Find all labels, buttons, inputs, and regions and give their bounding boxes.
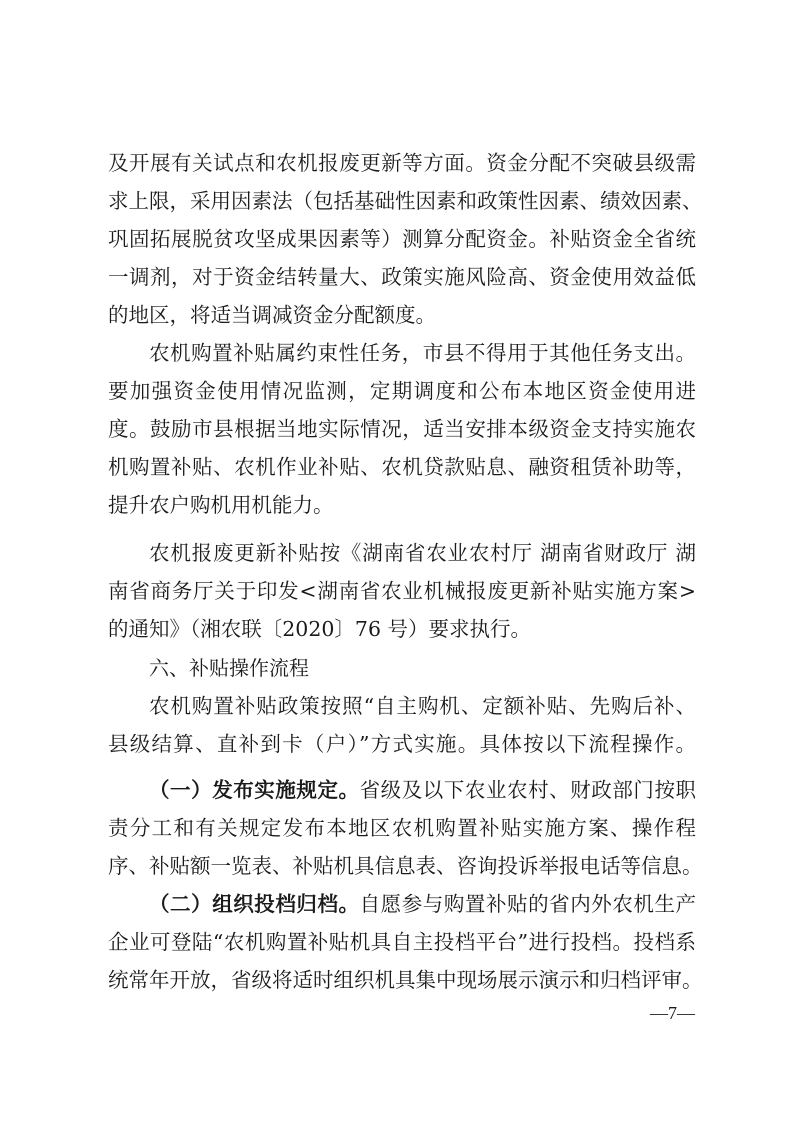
- text-line: 责分工和有关规定发布本地区农机购置补贴实施方案、操作程: [108, 816, 696, 840]
- text-line: 企业可登陆“农机购置补贴机具自主投档平台”进行投档。投档系: [108, 930, 696, 954]
- paragraph-first-line: 农机购置补贴政策按照“自主购机、定额补贴、先购后补、: [149, 694, 696, 718]
- subsection-text: 省级及以下农业农村、财政部门按职: [359, 778, 697, 802]
- subsection-line: [149, 777, 696, 803]
- text-line: 及开展有关试点和农机报废更新等方面。资金分配不突破县级需: [108, 151, 696, 175]
- subsection-marker: （二）: [149, 892, 213, 916]
- text-line: 提升农户购机用机能力。: [108, 493, 334, 517]
- text-line: 巩固拓展脱贫攻坚成果因素等）测算分配资金。补贴资金全省统: [108, 227, 696, 251]
- subsection-title: 组织投档归档。: [212, 892, 360, 916]
- text-line: 统常年开放，省级将适时组织机具集中现场展示演示和归档评审。: [108, 968, 703, 992]
- text-line: 南省商务厅关于印发<湖南省农业机械报废更新补贴实施方案>: [108, 579, 696, 603]
- paragraph-first-line: 农机报废更新补贴按《湖南省农业农村厅 湖南省财政厅 湖: [149, 541, 696, 565]
- subsection-marker: （一）: [149, 778, 213, 802]
- text-line: 的地区，将适当调减资金分配额度。: [108, 303, 436, 327]
- subsection-title: 发布实施规定。: [212, 778, 360, 802]
- text-line: 机购置补贴、农机作业补贴、农机贷款贴息、融资租赁补助等，: [108, 455, 696, 479]
- text-line: 度。鼓励市县根据当地实际情况，适当安排本级资金支持实施农: [108, 417, 696, 441]
- text-line: 求上限，采用因素法（包括基础性因素和政策性因素、绩效因素、: [108, 189, 703, 213]
- text-line: 的通知》（湘农联〔2020〕76 号）要求执行。: [108, 617, 532, 641]
- section-heading: 六、补贴操作流程: [149, 656, 309, 680]
- text-line: 县级结算、直补到卡（户）”方式实施。具体按以下流程操作。: [108, 732, 696, 756]
- text-line: 要加强资金使用情况监测，定期调度和公布本地区资金使用进: [108, 379, 696, 403]
- subsection-text: 自愿参与购置补贴的省内外农机生产: [359, 892, 697, 916]
- subsection-line: [149, 891, 696, 917]
- paragraph-first-line: 农机购置补贴属约束性任务，市县不得用于其他任务支出。: [149, 341, 696, 365]
- text-line: 一调剂，对于资金结转量大、政策实施风险高、资金使用效益低: [108, 265, 696, 289]
- page-number: —7—: [650, 1003, 695, 1023]
- text-line: 序、补贴额一览表、补贴机具信息表、咨询投诉举报电话等信息。: [108, 854, 703, 878]
